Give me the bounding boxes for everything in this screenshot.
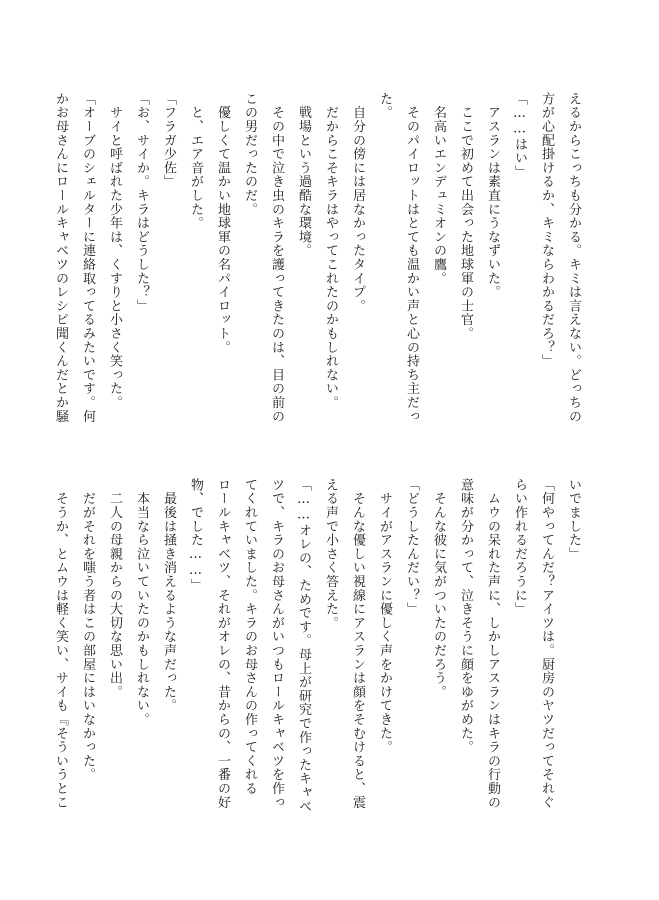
text-column: た。: [377, 92, 392, 120]
text-column: 自分の傍には居なかったタイプ。: [350, 92, 365, 313]
text-column: 「フラガ少佐」: [161, 92, 176, 189]
text-column: ムウの呆れた声に、しかしアスランはキラの行動の: [485, 478, 500, 810]
text-column: と、エア音がした。: [188, 92, 203, 230]
text-column: そうか、とムウは軽く笑い、サイも『そういうとこ: [53, 478, 68, 810]
text-column: その中で泣き虫のキラを護ってきたのは、目の前の: [269, 92, 284, 424]
lower-text-block: [53, 478, 587, 840]
upper-text-block: [53, 92, 587, 454]
text-column: 「何やってんだ？アイツは。厨房のヤツだってそれぐ: [539, 478, 554, 810]
text-column: 方が心配掛けるか、キミならわかるだろ？」: [539, 92, 554, 368]
text-column: 名高いエンデュミオンの鷹。: [431, 92, 446, 286]
text-column: 優しくて温かい地球軍の名パイロット。: [215, 92, 230, 355]
text-column: 「お、サイか。キラはどうした？」: [134, 92, 149, 313]
text-column: 「オーブのシェルターに連絡取ってるみたいです。何: [80, 92, 95, 424]
text-column: 最後は掻き消えるような声だった。: [161, 478, 176, 713]
text-column: える声で小さく答えた。: [323, 478, 338, 630]
text-column: えるからこっちも分かる。キミは言えない。どっちの: [566, 92, 581, 424]
text-column: 戦場という過酷な環境。: [296, 92, 311, 258]
text-column: サイと呼ばれた少年は、くすりと小さく笑った。: [107, 92, 122, 410]
text-column: 二人の母親からの大切な思い出。: [107, 478, 122, 699]
text-column: ここで初めて出会った地球軍の士官。: [458, 92, 473, 341]
text-column: かお母さんにロールキャベツのレシピ聞くんだとか騒: [53, 92, 68, 424]
text-column: ロールキャベツ、それがオレの、昔からの、一番の好: [215, 478, 230, 810]
text-column: だからこそキラはやってこれたのかもしれない。: [323, 92, 338, 410]
text-column: そのパイロットはとても温かい声と心の持ち主だっ: [404, 92, 419, 424]
text-column: そんな彼に気がついたのだろう。: [431, 478, 446, 699]
text-column: サイがアスランに優しく声をかけてきた。: [377, 478, 392, 754]
text-column: いでました」: [566, 478, 581, 561]
text-column: そんな優しい視線にアスランは顔をそむけると、震: [350, 478, 365, 810]
text-column: 本当なら泣いていたのかもしれない。: [134, 478, 149, 727]
text-column: 「どうしたんだい？」: [404, 478, 419, 616]
text-column: だがそれを嗤う者はこの部屋にはいなかった。: [80, 478, 95, 782]
text-column: らい作れるだろうに」: [512, 478, 527, 616]
text-column: 意味が分かって、泣きそうに顔をゆがめた。: [458, 478, 473, 754]
text-column: 「……はい」: [512, 92, 527, 179]
text-column: この男だったのだ。: [242, 92, 257, 217]
text-column: 物、でした……」: [188, 478, 203, 593]
text-column: てくれていました。キラのお母さんの作ってくれる: [242, 478, 257, 796]
text-column: アスランは素直にうなずいた。: [485, 92, 500, 299]
text-column: 「……オレの、ためです。母上が研究で作ったキャベ: [296, 478, 311, 814]
text-column: ツで、キラのお母さんがいつもロールキャベツを作っ: [269, 478, 284, 810]
